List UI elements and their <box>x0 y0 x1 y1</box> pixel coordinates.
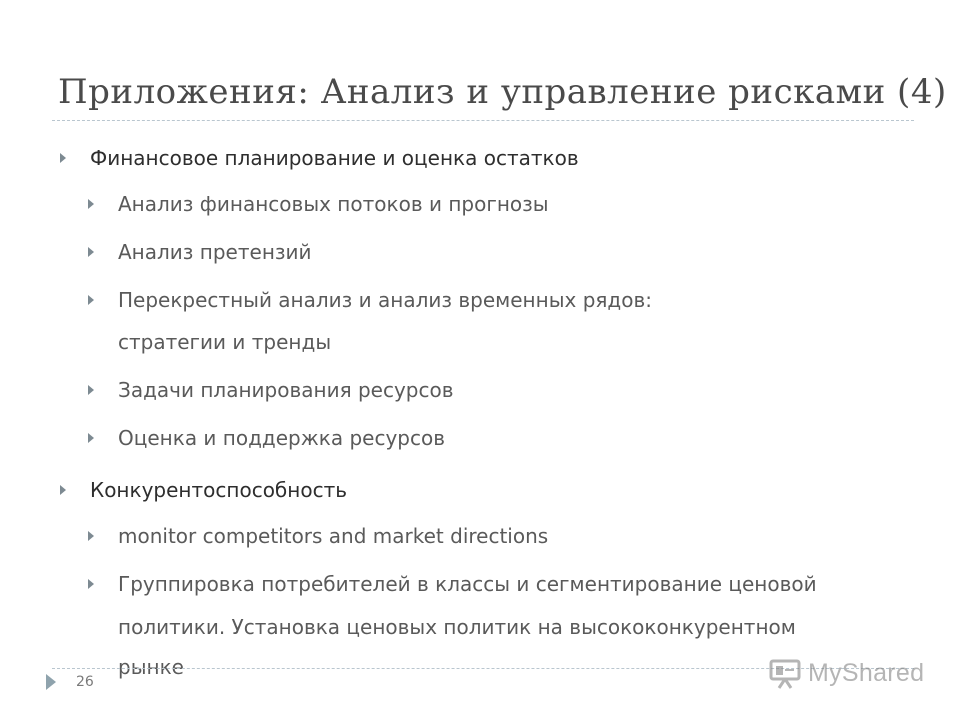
bullet-arrow-icon <box>88 531 94 541</box>
bullet-arrow-icon <box>88 247 94 257</box>
list-item-level2-line2: стратегии и тренды <box>118 330 332 354</box>
watermark-logo <box>768 656 924 690</box>
title-divider <box>52 120 914 121</box>
slide-title: Приложения: Анализ и управление рисками (4) <box>58 72 947 112</box>
footer-arrow-icon <box>46 674 56 690</box>
list-item-level2-line1: Группировка потребителей в классы и сегментирование ценовой <box>118 572 817 596</box>
list-item-level2: Анализ финансовых потоков и прогнозы <box>118 192 549 216</box>
page-number: 26 <box>76 674 94 690</box>
list-item-level2: monitor competitors and market directions <box>118 524 549 548</box>
list-item-level2: Оценка и поддержка ресурсов <box>118 426 446 450</box>
list-item-level1: Финансовое планирование и оценка остатков <box>90 146 579 170</box>
watermark-text: MyShared <box>808 658 925 687</box>
bullet-arrow-icon <box>88 295 94 305</box>
list-item-level2-line1: Перекрестный анализ и анализ временных рядов: <box>118 288 653 312</box>
presentation-board-icon <box>768 656 802 690</box>
bullet-arrow-icon <box>88 433 94 443</box>
list-item-level2: Задачи планирования ресурсов <box>118 378 454 402</box>
bullet-arrow-icon <box>88 385 94 395</box>
list-item-level2-line3: рынке <box>118 655 184 679</box>
bullet-arrow-icon <box>60 485 66 495</box>
bullet-arrow-icon <box>60 153 66 163</box>
list-item-level2-line2: политики. Установка ценовых политик на высококонкурентном <box>118 615 796 639</box>
list-item-level2: Анализ претензий <box>118 240 312 264</box>
bullet-arrow-icon <box>88 579 94 589</box>
bullet-arrow-icon <box>88 199 94 209</box>
list-item-level1: Конкурентоспособность <box>90 478 348 502</box>
